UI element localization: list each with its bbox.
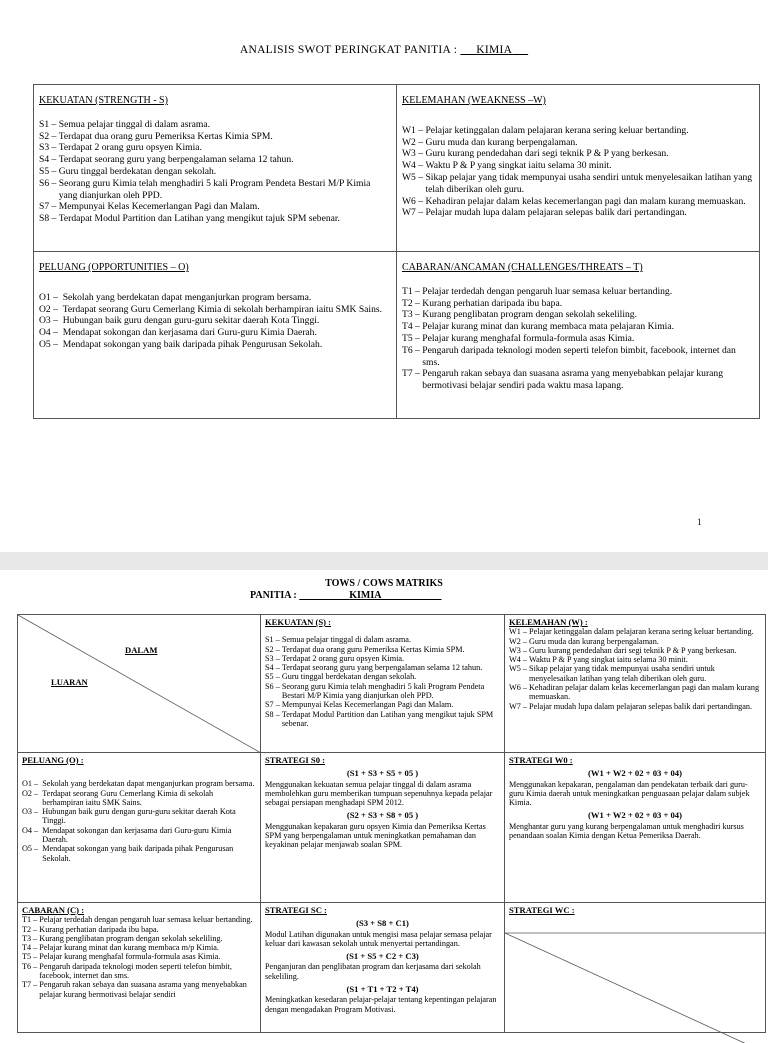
item-code: S4 – xyxy=(39,154,59,166)
strategy-text: Menggunakan kepakaran guru opsyen Kimia dan Pemeriksa Kertas SPM yang berpengalaman untuk meningkatkan pemahaman dan keyakinan pelajar menjawab soalan SPM. xyxy=(265,821,486,850)
item-code: S8 – xyxy=(39,213,59,225)
item-code: T7 – xyxy=(402,368,423,380)
item-code: W5 – xyxy=(509,664,530,674)
item-code: S6 – xyxy=(39,177,59,189)
item-text: Pengaruh daripada teknologi moden seperti telefon bimbit, facebook, internet dan sms. xyxy=(39,961,232,981)
item-code: T4 – xyxy=(22,943,40,953)
list-item xyxy=(22,779,256,788)
item-text: Seorang guru Kimia telah menghadiri 5 kali Program Pendeta Bestari M/P Kimia yang dianjurkan oleh PPD. xyxy=(58,177,371,201)
item-code: W6 – xyxy=(402,195,426,207)
list-item xyxy=(39,327,391,339)
list-item xyxy=(402,196,754,208)
item-text: Pengaruh rakan sebaya dan suasana asrama yang menyebabkan pelajar kurang bermotivasi belajar sendiri pada waktu masa lapang. xyxy=(422,368,724,392)
item-text: Sikap pelajar yang tidak mempunyai usaha sendiri untuk menyelesaikan latihan yang telah diberikan oleh guru. xyxy=(529,664,715,683)
item-text: Pelajar mudah lupa dalam pelajaran selepas balik dari pertandingan. xyxy=(529,701,753,711)
swot-title-subject xyxy=(460,44,528,56)
item-text: Guru tinggal berdekatan dengan sekolah. xyxy=(58,165,217,177)
item-code: T7 – xyxy=(22,980,40,990)
item-code: S4 – xyxy=(265,663,282,673)
item-code: O1 – xyxy=(39,291,63,303)
item-text: Hubungan baik guru dengan guru-guru sekitar daerah Kota Tinggi. xyxy=(62,315,320,327)
item-code: T3 – xyxy=(22,933,40,943)
item-code: W2 – xyxy=(509,636,530,646)
item-code: O3 – xyxy=(22,807,43,817)
item-code: S7 – xyxy=(265,700,282,710)
page-gap xyxy=(0,552,768,570)
list-item xyxy=(39,213,391,225)
cabaran-cell xyxy=(18,903,261,1033)
opportunities-cell xyxy=(34,252,397,419)
strategi-wo-heading: STRATEGI W0 : xyxy=(509,755,573,765)
item-code: S5 – xyxy=(265,672,282,682)
strategy-text: Menggunakan kekuatan semua pelajar tinggal di dalam asrama membolehkan guru memberikan tumpuan sepenuhnya kepada pelajar sebagai persiapan menghadapi SPM 2012. xyxy=(265,779,493,808)
strategy-formula: (S1 + S3 + S5 + 05 ) xyxy=(346,768,419,779)
tows-panitia xyxy=(250,590,442,601)
item-code: W4 – xyxy=(509,655,530,665)
item-text: Kehadiran pelajar dalam kelas kecemerlangan pagi dan malam kurang memuaskan. xyxy=(425,195,746,207)
list-item xyxy=(402,298,754,310)
item-text: Waktu P & P yang singkat iaitu selama 30 minit. xyxy=(529,655,688,665)
item-text: Pelajar kurang minat dan kurang membaca mata pelajaran Kimia. xyxy=(422,321,674,333)
list-item xyxy=(265,663,500,672)
threats-heading: CABARAN/ANCAMAN (CHALLENGES/THREATS – T) xyxy=(402,262,643,273)
kekuatan-cell xyxy=(261,615,505,753)
threats-cell xyxy=(397,252,760,419)
item-code: S3 – xyxy=(39,142,59,154)
list-item xyxy=(22,925,256,934)
strength-cell xyxy=(34,85,397,252)
list-item xyxy=(509,683,761,702)
swot-title xyxy=(0,44,768,56)
wc-partial-line xyxy=(505,903,766,1043)
list-item xyxy=(39,339,391,351)
item-text: Kurang perhatian daripada ibu bapa. xyxy=(422,297,563,309)
strategy-text: Menghantar guru yang kurang berpengalaman untuk menghadiri kursus penandaan soalan Kimia dengan Ketua Pemeriksa Daerah. xyxy=(509,821,744,841)
item-text: Pelajar terdedah dengan pengaruh luar semasa keluar bertanding. xyxy=(422,285,673,297)
list-item xyxy=(509,627,761,636)
item-text: Terdapat seorang guru yang berpengalaman selama 12 tahun. xyxy=(58,154,294,166)
item-text: Pelajar kurang minat dan kurang membaca m/p Kimia. xyxy=(39,943,219,953)
list-item xyxy=(22,934,256,943)
item-code: S1 – xyxy=(265,635,282,645)
item-text: Pelajar mudah lupa dalam pelajaran selepas balik dari pertandingan. xyxy=(425,207,687,219)
list-item xyxy=(22,789,256,808)
swot-title-label: ANALISIS SWOT PERINGKAT PANITIA : xyxy=(239,44,461,56)
kelemahan-cell xyxy=(505,615,766,753)
item-code: W1 – xyxy=(402,124,426,136)
item-code: O2 – xyxy=(22,788,43,798)
list-item xyxy=(402,368,754,392)
list-item xyxy=(402,172,754,196)
item-code: W1 – xyxy=(509,627,530,637)
list-item xyxy=(39,119,391,131)
item-text: Terdapat seorang Guru Cemerlang Kimia di sekolah berhampiran iaitu SMK Sains. xyxy=(62,303,383,315)
item-code: S3 – xyxy=(265,653,282,663)
list-item xyxy=(22,807,256,826)
item-text: Seorang guru Kimia telah menghadiri 5 kali Program Pendeta Bestari M/P Kimia yang dianjurkan oleh PPD. xyxy=(281,681,485,701)
tows-table xyxy=(17,614,766,1033)
item-text: Terdapat seorang guru yang berpengalaman selama 12 tahun. xyxy=(281,663,483,673)
strategy-text: Penganjuran dan penglibatan program dan kerjasama dari sekolah sekeliling. xyxy=(265,962,481,981)
item-code: W2 – xyxy=(402,136,426,148)
item-text: Guru kurang pendedahan dari segi teknik P & P yang berkesan. xyxy=(529,645,737,655)
item-code: W7 – xyxy=(402,207,426,219)
strategi-so-cell xyxy=(261,753,505,903)
cabaran-list xyxy=(22,915,256,999)
strategi-wc-cell xyxy=(505,903,766,1033)
item-text: Guru muda dan kurang berpengalaman. xyxy=(529,636,659,646)
item-code: S2 – xyxy=(265,644,282,654)
strategi-wo-blocks xyxy=(509,769,761,840)
strategy-formula: (S2 + S3 + S8 + 05 ) xyxy=(346,810,419,821)
item-code: S6 – xyxy=(265,681,282,691)
peluang-heading: PELUANG (O) : xyxy=(22,755,84,765)
page-2 xyxy=(0,570,768,1024)
list-item xyxy=(265,654,500,663)
list-item xyxy=(22,943,256,952)
item-text: Pengaruh daripada teknologi moden seperti telefon bimbit, facebook, internet dan sms. xyxy=(422,344,736,368)
list-item xyxy=(402,321,754,333)
item-text: Mendapat sokongan yang baik daripada pihak Pengurusan Sekolah. xyxy=(62,338,323,350)
item-code: T1 – xyxy=(22,915,40,925)
item-code: O4 – xyxy=(39,327,63,339)
item-text: Kurang penglibatan program dengan sekolah sekeliling. xyxy=(39,933,223,943)
peluang-list xyxy=(22,779,256,863)
strategy-formula: (S1 + T1 + T2 + T4) xyxy=(346,984,419,995)
list-item xyxy=(22,952,256,961)
strategy-text: Meningkatkan kesedaran pelajar-pelajar tentang kepentingan pelajaran dengan mengadakan Program Motivasi. xyxy=(265,995,497,1014)
strategi-wo-cell xyxy=(505,753,766,903)
strategi-sc-heading: STRATEGI SC : xyxy=(265,905,327,915)
list-item xyxy=(39,154,391,166)
item-code: S2 – xyxy=(39,130,59,142)
subject-text: KIMIA xyxy=(476,44,513,56)
list-item xyxy=(402,286,754,298)
list-item xyxy=(22,980,256,999)
list-item xyxy=(402,137,754,149)
item-text: Guru muda dan kurang berpengalaman. xyxy=(425,136,578,148)
diagonal-header-cell xyxy=(18,615,261,753)
item-code: T4 – xyxy=(402,321,423,333)
item-text: Terdapat seorang Guru Cemerlang Kimia di sekolah berhampiran iaitu SMK Sains. xyxy=(42,788,214,807)
item-code: T2 – xyxy=(402,297,423,309)
list-item xyxy=(265,645,500,654)
list-item xyxy=(402,309,754,321)
opportunities-heading: PELUANG (OPPORTUNITIES – O) xyxy=(39,262,189,273)
item-text: Terdapat Modul Partition dan Latihan yang mengikut tajuk SPM sebenar. xyxy=(281,709,494,728)
panitia-subject-text: KIMIA xyxy=(349,590,382,601)
list-item xyxy=(22,844,256,863)
item-text: Terdapat 2 orang guru opsyen Kimia. xyxy=(58,142,202,154)
item-code: O5 – xyxy=(22,844,43,854)
list-item xyxy=(509,664,761,683)
strategi-sc-blocks xyxy=(265,919,500,1014)
list-item xyxy=(39,131,391,143)
item-text: Terdapat dua orang guru Pemeriksa Kertas Kimia SPM. xyxy=(58,130,273,142)
list-item xyxy=(22,915,256,924)
item-code: T5 – xyxy=(402,332,423,344)
list-item xyxy=(22,826,256,845)
list-item xyxy=(39,292,391,304)
peluang-cell xyxy=(18,753,261,903)
item-text: Mempunyai Kelas Kecemerlangan Pagi dan Malam. xyxy=(58,201,260,213)
item-text: Pelajar kurang menghafal formula-formula asas Kimia. xyxy=(422,332,635,344)
weakness-list xyxy=(402,125,754,219)
item-code: W4 – xyxy=(402,160,426,172)
item-code: W7 – xyxy=(509,701,530,711)
item-text: Terdapat 2 orang guru opsyen Kimia. xyxy=(281,653,405,663)
item-code: T6 – xyxy=(402,344,423,356)
item-text: Kurang penglibatan program dengan sekolah sekeliling. xyxy=(422,309,637,321)
item-code: T2 – xyxy=(22,924,40,934)
item-text: Kurang perhatian daripada ibu bapa. xyxy=(39,924,159,934)
list-item xyxy=(265,672,500,681)
list-item xyxy=(509,637,761,646)
strategy-text: Menggunakan kepakaran, pengalaman dan pendekatan terbaik dari guru-guru Kimia daerah untuk meningkatkan penguasaan pelajar dalam subjek Kimia. xyxy=(509,779,750,808)
strength-list xyxy=(39,119,391,225)
list-item xyxy=(509,702,761,711)
swot-table xyxy=(33,84,760,419)
item-code: O2 – xyxy=(39,303,63,315)
item-code: T6 – xyxy=(22,961,40,971)
item-code: W6 – xyxy=(509,683,530,693)
list-item xyxy=(402,333,754,345)
item-text: Pelajar kurang menghafal formula-formula asas Kimia. xyxy=(39,952,221,962)
opportunities-list xyxy=(39,292,391,351)
dalam-label: DALAM xyxy=(125,645,158,655)
list-item xyxy=(265,710,500,729)
cabaran-heading: CABARAN (C) : xyxy=(22,905,85,915)
luaran-label: LUARAN xyxy=(51,677,88,687)
item-text: Pelajar ketinggalan dalam pelajaran kerana sering keluar bertanding. xyxy=(425,124,689,136)
list-item xyxy=(509,655,761,664)
item-text: Terdapat dua orang guru Pemeriksa Kertas Kimia SPM. xyxy=(281,644,465,654)
item-code: T3 – xyxy=(402,309,423,321)
list-item xyxy=(265,682,500,701)
strategy-formula: (W1 + W2 + 02 + 03 + 04) xyxy=(588,768,682,779)
item-code: S7 – xyxy=(39,201,59,213)
panitia-label: PANITIA : xyxy=(250,590,300,601)
item-text: Semua pelajar tinggal di dalam asrama. xyxy=(281,635,411,645)
item-text: Mendapat sokongan dan kerjasama dari Guru-guru Kimia Daerah. xyxy=(62,327,317,339)
item-code: S1 – xyxy=(39,118,59,130)
item-code: T5 – xyxy=(22,952,40,962)
list-item xyxy=(39,304,391,316)
item-text: Pelajar terdedah dengan pengaruh luar semasa keluar bertanding. xyxy=(39,915,253,925)
item-text: Terdapat Modul Partition dan Latihan yang mengikut tajuk SPM sebenar. xyxy=(58,213,340,225)
list-item xyxy=(39,142,391,154)
tows-title: TOWS / COWS MATRIKS xyxy=(325,578,443,589)
item-code: W3 – xyxy=(402,148,426,160)
item-text: Mendapat sokongan dan kerjasama dari Guru-guru Kimia Daerah. xyxy=(42,825,232,845)
item-text: Mempunyai Kelas Kecemerlangan Pagi dan Malam. xyxy=(281,700,454,710)
panitia-subject xyxy=(299,590,441,601)
list-item xyxy=(402,148,754,160)
item-code: S5 – xyxy=(39,165,59,177)
strategi-so-heading: STRATEGI S0 : xyxy=(265,755,326,765)
list-item xyxy=(265,700,500,709)
item-text: Pengaruh rakan sebaya dan suasana asrama yang menyebabkan pelajar kurang bermotivasi belajar sendiri xyxy=(39,980,247,999)
strategy-formula: (S1 + S5 + C2 + C3) xyxy=(346,951,419,962)
list-item xyxy=(39,166,391,178)
item-code: W5 – xyxy=(402,171,426,183)
strategi-so-blocks xyxy=(265,769,500,849)
list-item xyxy=(402,160,754,172)
threats-list xyxy=(402,286,754,392)
item-code: T1 – xyxy=(402,285,423,297)
kelemahan-heading: KELEMAHAN (W) : xyxy=(509,617,588,627)
item-code: O3 – xyxy=(39,315,63,327)
item-code: W3 – xyxy=(509,645,530,655)
list-item xyxy=(39,178,391,202)
item-text: Sekolah yang berdekatan dapat menganjurkan program bersama. xyxy=(62,291,312,303)
list-item xyxy=(402,125,754,137)
item-text: Pelajar ketinggalan dalam pelajaran kerana sering keluar bertanding. xyxy=(529,627,754,637)
item-text: Kehadiran pelajar dalam kelas kecemerlangan pagi dan malam kurang memuaskan. xyxy=(529,683,760,702)
strategy-formula: (W1 + W2 + 02 + 03 + 04) xyxy=(588,810,682,821)
item-text: Guru kurang pendedahan dari segi teknik P & P yang berkesan. xyxy=(425,148,669,160)
item-text: Sikap pelajar yang tidak mempunyai usaha sendiri untuk menyelesaikan latihan yang telah diberikan oleh guru. xyxy=(425,171,753,195)
item-code: O4 – xyxy=(22,825,43,835)
item-code: O1 – xyxy=(22,779,43,789)
weakness-heading: KELEMAHAN (WEAKNESS –W) xyxy=(402,95,546,106)
list-item xyxy=(402,207,754,219)
kekuatan-heading: KEKUATAN (S) : xyxy=(265,617,332,627)
item-code: O5 – xyxy=(39,338,63,350)
strategi-wc-heading: STRATEGI WC : xyxy=(509,905,575,915)
item-text: Hubungan baik guru dengan guru-guru sekitar daerah Kota Tinggi. xyxy=(42,807,236,826)
strategy-formula: (S3 + S8 + C1) xyxy=(356,918,409,929)
item-text: Guru tinggal berdekatan dengan sekolah. xyxy=(281,672,417,682)
item-text: Mendapat sokongan yang baik daripada pihak Pengurusan Sekolah. xyxy=(42,844,234,863)
strength-heading: KEKUATAN (STRENGTH - S) xyxy=(39,95,168,106)
list-item xyxy=(39,315,391,327)
list-item xyxy=(402,345,754,369)
list-item xyxy=(39,201,391,213)
item-text: Waktu P & P yang singkat iaitu selama 30 minit. xyxy=(425,160,612,172)
item-code: S8 – xyxy=(265,709,282,719)
item-text: Sekolah yang berdekatan dapat menganjurkan program bersama. xyxy=(42,779,255,789)
item-text: Semua pelajar tinggal di dalam asrama. xyxy=(58,118,211,130)
list-item xyxy=(509,646,761,655)
kelemahan-list xyxy=(509,627,761,711)
weakness-cell xyxy=(397,85,760,252)
list-item xyxy=(265,635,500,644)
strategy-text: Modul Latihan digunakan untuk mengisi masa pelajar semasa pelajar keluar dari kawasan sekolah untuk menyertai pertandingan. xyxy=(265,929,492,948)
list-item xyxy=(22,962,256,981)
page-number: 1 xyxy=(697,517,702,527)
kekuatan-list xyxy=(265,635,500,728)
strategi-sc-cell xyxy=(261,903,505,1033)
